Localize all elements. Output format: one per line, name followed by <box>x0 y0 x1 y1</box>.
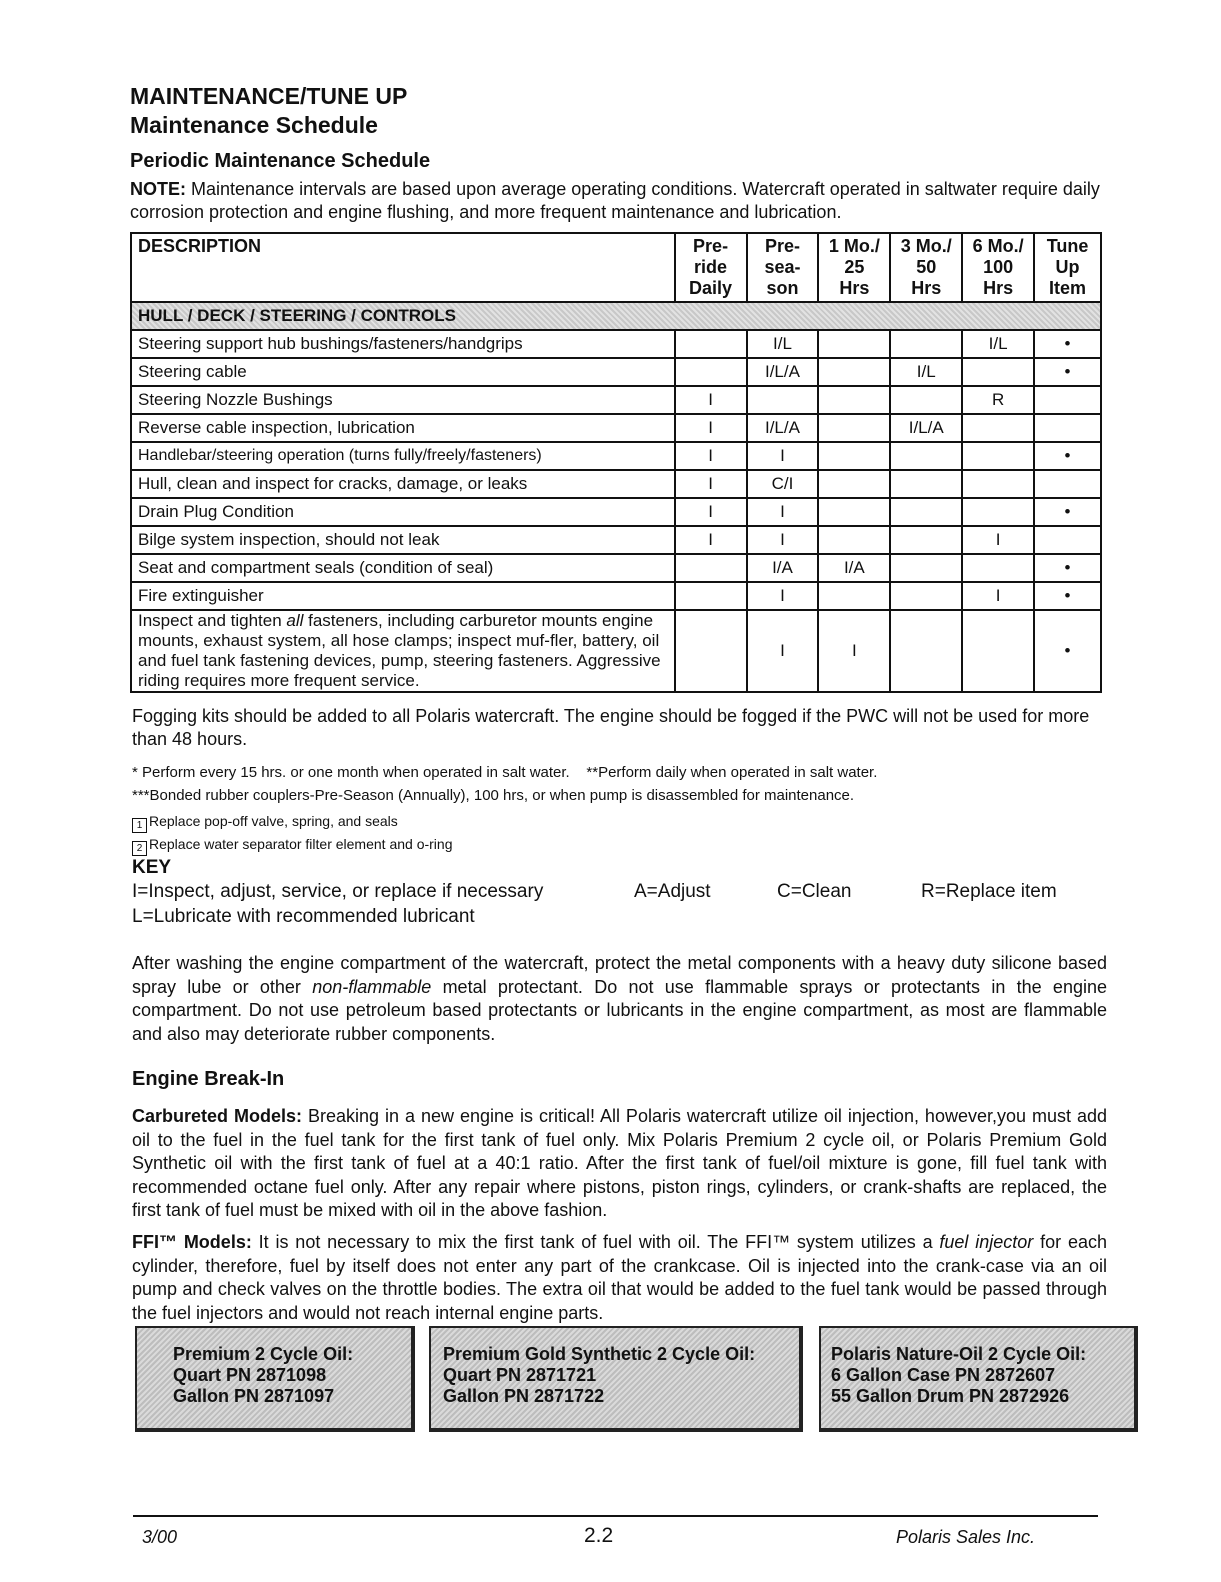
cell-preseason: I/L/A <box>747 358 819 386</box>
table-row <box>131 554 1101 582</box>
maintenance-table <box>130 232 1102 693</box>
row-description: Hull, clean and inspect for cracks, damage, or leaks <box>131 470 675 498</box>
cell-1mo <box>818 442 890 470</box>
cell-preride: I <box>675 442 747 470</box>
cell-1mo <box>818 414 890 442</box>
footnote-1: * Perform every 15 hrs. or one month when operated in salt water. **Perform daily when operated in salt water. <box>132 764 878 781</box>
cell-3mo <box>890 330 962 358</box>
cell-tune-up: • <box>1034 610 1101 692</box>
footer-date: 3/00 <box>142 1527 178 1547</box>
key-title: KEY <box>132 857 172 878</box>
cell-6mo: R <box>962 386 1034 414</box>
row-description: Inspect and tighten all fasteners, including carburetor mounts engine mounts, exhaust system, all hose clamps; inspect muf-fler, battery, oil and fuel tank fastening devices, pump, steering fasteners. Aggressive riding requires more frequent service. <box>131 610 675 692</box>
cell-1mo <box>818 498 890 526</box>
cell-preseason: C/I <box>747 470 819 498</box>
cell-3mo <box>890 470 962 498</box>
footnote-5: 2 Replace water separator filter element and o-ring <box>132 835 453 856</box>
key-adjust: A=Adjust <box>634 881 711 902</box>
cell-tune-up: • <box>1034 498 1101 526</box>
cell-6mo <box>962 470 1034 498</box>
footer-page-number: 2.2 <box>584 1524 614 1547</box>
cell-preseason <box>747 386 819 414</box>
cell-6mo: I/L <box>962 330 1034 358</box>
table-row <box>131 498 1101 526</box>
cell-preride <box>675 582 747 610</box>
cell-preride <box>675 554 747 582</box>
table-row <box>131 442 1101 470</box>
row-description: Bilge system inspection, should not leak <box>131 526 675 554</box>
cell-6mo: I <box>962 582 1034 610</box>
key-replace: R=Replace item <box>921 881 1057 902</box>
table-row <box>131 414 1101 442</box>
fogging-paragraph: Fogging kits should be added to all Polaris watercraft. The engine should be fogged if the PWC will not be used for more than 48 hours. <box>132 706 1090 749</box>
section-heading: Periodic Maintenance Schedule <box>130 150 431 172</box>
footer-rule <box>133 1515 1098 1517</box>
page-subtitle: Maintenance Schedule <box>130 112 378 138</box>
cell-6mo: I <box>962 526 1034 554</box>
footer-company: Polaris Sales Inc. <box>896 1527 1036 1547</box>
footnote-4: 1 Replace pop-off valve, spring, and seals <box>132 812 398 833</box>
header-preride: Pre- ride Daily <box>675 233 747 302</box>
header-description: DESCRIPTION <box>131 233 675 302</box>
oil-box-premium-gold: Premium Gold Synthetic 2 Cycle Oil: Quart PN 2871721 Gallon PN 2871722 <box>429 1326 803 1432</box>
cell-6mo <box>962 442 1034 470</box>
cell-1mo <box>818 358 890 386</box>
table-body <box>131 330 1101 610</box>
row-description: Handlebar/steering operation (turns fully/freely/fasteners) <box>131 442 675 470</box>
cell-preride: I <box>675 470 747 498</box>
cell-6mo <box>962 610 1034 692</box>
cell-6mo <box>962 498 1034 526</box>
oil-box-nature-oil: Polaris Nature-Oil 2 Cycle Oil: 6 Gallon Case PN 2872607 55 Gallon Drum PN 2872926 <box>819 1326 1138 1432</box>
header-1mo: 1 Mo./ 25 Hrs <box>818 233 890 302</box>
cell-1mo <box>818 330 890 358</box>
cell-preride: I <box>675 414 747 442</box>
note-paragraph <box>130 178 1105 224</box>
cell-tune-up: • <box>1034 330 1101 358</box>
table-row <box>131 610 1101 692</box>
header-tune-up: Tune Up Item <box>1034 233 1101 302</box>
cell-tune-up <box>1034 470 1101 498</box>
note-label: NOTE: <box>130 179 186 199</box>
header-preseason: Pre- sea- son <box>747 233 819 302</box>
boxed-number-2: 2 <box>132 841 147 856</box>
cell-tune-up: • <box>1034 554 1101 582</box>
cell-tune-up: • <box>1034 358 1101 386</box>
header-6mo: 6 Mo./ 100 Hrs <box>962 233 1034 302</box>
header-3mo: 3 Mo./ 50 Hrs <box>890 233 962 302</box>
cell-3mo <box>890 610 962 692</box>
table-row <box>131 386 1101 414</box>
row-description: Drain Plug Condition <box>131 498 675 526</box>
cell-preride <box>675 358 747 386</box>
cell-3mo <box>890 442 962 470</box>
washing-paragraph: After washing the engine compartment of the watercraft, protect the metal components with a heavy duty silicone based spray lube or other non-flammable metal protectant. Do not use flammable sprays or protectants in the engine compartment. Do not use petroleum based protectants or lubricants in the engine compartment, as most are flammable and also may deteriorate rubber components. <box>132 953 1107 1044</box>
table-row <box>131 582 1101 610</box>
cell-1mo: I <box>818 610 890 692</box>
section-row <box>131 302 1101 330</box>
cell-6mo <box>962 554 1034 582</box>
cell-tune-up <box>1034 386 1101 414</box>
cell-tune-up <box>1034 526 1101 554</box>
table-header-row <box>131 233 1101 302</box>
table-row <box>131 470 1101 498</box>
cell-3mo: I/L/A <box>890 414 962 442</box>
cell-preseason: I/A <box>747 554 819 582</box>
cell-1mo <box>818 526 890 554</box>
table-row <box>131 358 1101 386</box>
carbureted-paragraph: Carbureted Models: Breaking in a new engine is critical! All Polaris watercraft utilize oil injection, however,you must add oil to the fuel in the fuel tank for the first tank of fuel only. Mix Polaris Premium 2 cycle oil, or Polaris Premium Gold Synthetic oil with the first tank of fuel at a 40:1 ratio. After the first tank of fuel/oil mixture is gone, fill fuel tank with recommended octane fuel only. After any repair where pistons, piston rings, cylinders, or crank-shafts are replaced, the first tank of fuel must be mixed with oil in the above fashion. <box>132 1106 1107 1220</box>
cell-1mo: I/A <box>818 554 890 582</box>
cell-tune-up: • <box>1034 442 1101 470</box>
cell-preride: I <box>675 526 747 554</box>
cell-6mo <box>962 414 1034 442</box>
cell-3mo: I/L <box>890 358 962 386</box>
row-description: Reverse cable inspection, lubrication <box>131 414 675 442</box>
boxed-number-1: 1 <box>132 818 147 833</box>
ffi-paragraph: FFI™ Models: It is not necessary to mix the first tank of fuel with oil. The FFI™ system utilizes a fuel injector for each cylinder, therefore, fuel by itself does not enter any part of the crankcase. Oil is injected into the crank-case via an oil pump and check valves on the throttle bodies. The extra oil that would be added to the fuel tank would be passed through the fuel injectors and would not reach internal engine parts. <box>132 1232 1107 1323</box>
cell-tune-up <box>1034 414 1101 442</box>
cell-3mo <box>890 386 962 414</box>
key-inspect: I=Inspect, adjust, service, or replace if necessary <box>132 881 544 902</box>
cell-preseason: I <box>747 498 819 526</box>
oil-box-premium: Premium 2 Cycle Oil: Quart PN 2871098 Gallon PN 2871097 <box>135 1326 415 1432</box>
cell-tune-up: • <box>1034 582 1101 610</box>
cell-preseason: I <box>747 526 819 554</box>
row-description: Fire extinguisher <box>131 582 675 610</box>
cell-1mo <box>818 470 890 498</box>
cell-preseason: I <box>747 442 819 470</box>
cell-preride <box>675 330 747 358</box>
cell-3mo <box>890 554 962 582</box>
cell-preride: I <box>675 498 747 526</box>
row-description: Steering support hub bushings/fasteners/handgrips <box>131 330 675 358</box>
key-lubricate: L=Lubricate with recommended lubricant <box>132 906 475 927</box>
row-description: Steering Nozzle Bushings <box>131 386 675 414</box>
row-description: Steering cable <box>131 358 675 386</box>
cell-preride <box>675 610 747 692</box>
section-label: HULL / DECK / STEERING / CONTROLS <box>131 302 1101 330</box>
cell-3mo <box>890 526 962 554</box>
note-text: Maintenance intervals are based upon average operating conditions. Watercraft operated in saltwater require daily corrosion protection and engine flushing, and more frequent maintenance and lubrication. <box>130 179 1100 222</box>
footnote-3: ***Bonded rubber couplers-Pre-Season (Annually), 100 hrs, or when pump is disassembled for maintenance. <box>132 787 855 804</box>
cell-3mo <box>890 582 962 610</box>
cell-preseason: I/L/A <box>747 414 819 442</box>
table-row <box>131 330 1101 358</box>
cell-6mo <box>962 358 1034 386</box>
cell-3mo <box>890 498 962 526</box>
cell-preseason: I/L <box>747 330 819 358</box>
page-title: MAINTENANCE/TUNE UP <box>130 83 408 109</box>
table-row <box>131 526 1101 554</box>
engine-break-in-heading: Engine Break-In <box>132 1068 285 1090</box>
cell-preseason: I <box>747 610 819 692</box>
cell-1mo <box>818 386 890 414</box>
cell-1mo <box>818 582 890 610</box>
row-description: Seat and compartment seals (condition of seal) <box>131 554 675 582</box>
cell-preride: I <box>675 386 747 414</box>
key-clean: C=Clean <box>777 881 852 902</box>
cell-preseason: I <box>747 582 819 610</box>
